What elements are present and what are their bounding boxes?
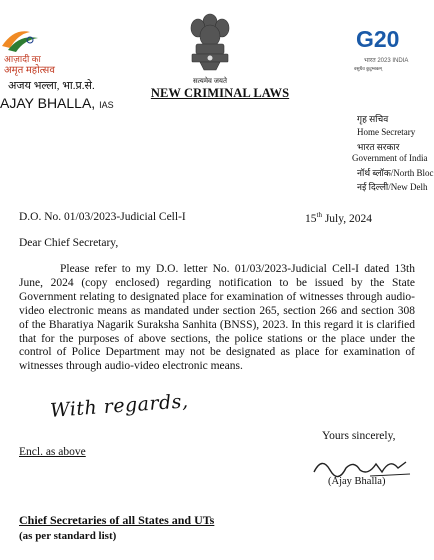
page-title: NEW CRIMINAL LAWS: [150, 86, 290, 100]
recipient-note: (as per standard list): [19, 530, 117, 542]
sender-name-english: [0, 95, 114, 111]
date-suffix: th: [316, 211, 322, 219]
sender-service: IAS: [99, 100, 114, 110]
government-english: Government of India: [352, 153, 428, 163]
g20-motto: वसुधैव कुटुम्बकम्: [354, 66, 382, 71]
sender-name-hindi: अजय भल्ला, भा.प्र.से.: [8, 80, 95, 92]
flag-swoosh-icon: [0, 26, 54, 54]
signatory-name: (Ajay Bhalla): [328, 476, 386, 487]
designation-english: Home Secretary: [357, 127, 416, 137]
enclosure-note: Encl. as above: [19, 446, 86, 458]
office-address: नॉर्थ ब्लॉक/North Bloc: [357, 168, 434, 178]
emblem-caption: सत्यमेव जयते: [193, 77, 227, 85]
government-hindi: भारत सरकार: [357, 142, 400, 152]
letter-date: [305, 211, 372, 225]
salutation: Dear Chief Secretary,: [19, 237, 119, 249]
sender-name: AJAY BHALLA,: [0, 95, 96, 111]
g20-caption: भारत 2023 INDIA: [364, 58, 409, 64]
recipient: Chief Secretaries of all States and UTs: [19, 513, 215, 527]
letter-body: Please refer to my D.O. letter No. 01/03/2023-Judicial Cell-I dated 13th June, 2024 (copy enclosed) regarding notification to be issued by the State Government relating to designated place for examination of witnesses through audio-video electronic means as mandated under section 265, section 266 and section 308 of the Bharatiya Nagarik Suraksha Sanhita (BNSS), 2023. In this regard it is clarified that for the purposes of above sections, the police stations or the place under the control of Police Department may not be designated as place for examination of witnesses through audio-video electronic means.: [19, 263, 415, 373]
date-day: 15: [305, 212, 317, 225]
valediction: Yours sincerely,: [322, 430, 396, 442]
office-city: नई दिल्ली/New Delh: [357, 182, 428, 192]
azadi-logo-text: अमृत महोत्सव: [4, 65, 55, 76]
g20-logo: [350, 26, 420, 76]
designation-hindi: गृह सचिव: [357, 114, 389, 124]
azadi-logo-text: आज़ादी का: [4, 54, 41, 64]
national-emblem-icon: [176, 8, 244, 84]
date-month-year: July, 2024: [321, 212, 373, 225]
g20-mark: G20: [356, 26, 400, 52]
handwritten-closing: With regards,: [49, 390, 190, 422]
reference-number: D.O. No. 01/03/2023-Judicial Cell-I: [19, 211, 186, 223]
azadi-ka-amrit-mahotsav-logo: [0, 26, 55, 76]
